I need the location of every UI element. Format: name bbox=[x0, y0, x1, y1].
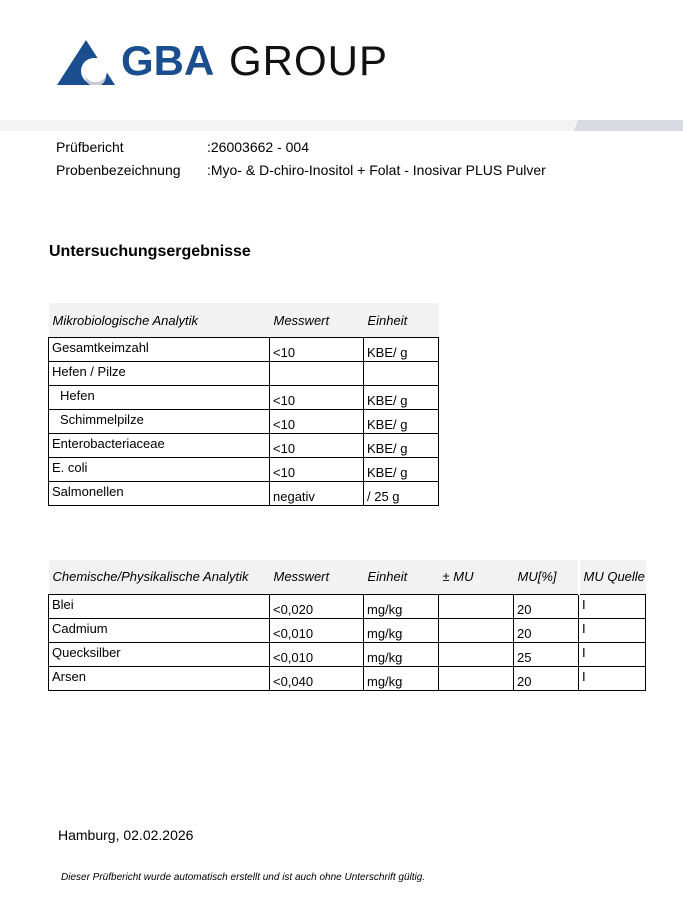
separator: : bbox=[207, 139, 211, 155]
header-band bbox=[0, 120, 580, 131]
unit: KBE/ g bbox=[364, 434, 439, 458]
unit: KBE/ g bbox=[364, 410, 439, 434]
chemical-results-table bbox=[48, 560, 646, 691]
sample-name-label: Probenbezeichnung bbox=[56, 162, 181, 178]
unit bbox=[364, 362, 439, 386]
unit: / 25 g bbox=[364, 482, 439, 506]
unit: KBE/ g bbox=[364, 458, 439, 482]
report-number-label: Prüfbericht bbox=[56, 139, 124, 155]
report-number-row bbox=[56, 139, 309, 155]
analysis-name: Quecksilber bbox=[49, 643, 270, 667]
column-header-analysis: Chemische/Physikalische Analytik bbox=[49, 560, 270, 595]
measured-value: negativ bbox=[270, 482, 364, 506]
table-row bbox=[49, 410, 439, 434]
measured-value: <0,010 bbox=[270, 619, 364, 643]
sample-name-row bbox=[56, 162, 546, 178]
analysis-name: Schimmelpilze bbox=[49, 410, 270, 434]
validity-note: Dieser Prüfbericht wurde automatisch erstellt und ist auch ohne Unterschrift gültig. bbox=[61, 872, 426, 883]
measured-value: <0,040 bbox=[270, 667, 364, 691]
table-row bbox=[49, 595, 646, 619]
mu-percent: 20 bbox=[514, 619, 579, 643]
table-row bbox=[49, 386, 439, 410]
sample-name-value: Myo- & D-chiro-Inositol + Folat - Inosivar PLUS Pulver bbox=[210, 162, 546, 178]
column-header-unit: Einheit bbox=[364, 303, 439, 338]
mu-source: I bbox=[579, 643, 646, 667]
column-header-mu-percent: MU[%] bbox=[514, 560, 579, 595]
report-number-value: 26003662 - 004 bbox=[210, 139, 309, 155]
mu-value bbox=[439, 595, 514, 619]
analysis-name: Hefen bbox=[49, 386, 270, 410]
analysis-name: Blei bbox=[49, 595, 270, 619]
table-header-row bbox=[49, 303, 439, 338]
mu-source: I bbox=[579, 595, 646, 619]
unit: mg/kg bbox=[364, 643, 439, 667]
mu-percent: 20 bbox=[514, 595, 579, 619]
mu-percent: 25 bbox=[514, 643, 579, 667]
table-header-row bbox=[49, 560, 646, 595]
mu-value bbox=[439, 643, 514, 667]
column-header-value: Messwert bbox=[270, 303, 364, 338]
analysis-name: Salmonellen bbox=[49, 482, 270, 506]
measured-value: <10 bbox=[270, 410, 364, 434]
measured-value: <10 bbox=[270, 434, 364, 458]
mu-source: I bbox=[579, 667, 646, 691]
measured-value: <0,020 bbox=[270, 595, 364, 619]
unit: KBE/ g bbox=[364, 386, 439, 410]
table-row bbox=[49, 434, 439, 458]
logo-text-group: GROUP bbox=[229, 37, 389, 84]
analysis-name: Enterobacteriaceae bbox=[49, 434, 270, 458]
measured-value: <0,010 bbox=[270, 643, 364, 667]
gba-triangle-logo-icon bbox=[57, 40, 115, 85]
measured-value bbox=[270, 362, 364, 386]
column-header-mu-source: MU Quelle bbox=[579, 560, 646, 595]
analysis-name: Gesamtkeimzahl bbox=[49, 338, 270, 362]
measured-value: <10 bbox=[270, 338, 364, 362]
table-row bbox=[49, 619, 646, 643]
logo-text-gba: GBA bbox=[121, 37, 215, 84]
separator: : bbox=[207, 162, 211, 178]
column-header-value: Messwert bbox=[270, 560, 364, 595]
mu-source: I bbox=[579, 619, 646, 643]
mu-percent: 20 bbox=[514, 667, 579, 691]
analysis-name: E. coli bbox=[49, 458, 270, 482]
header-band-accent bbox=[574, 120, 683, 131]
table-row bbox=[49, 643, 646, 667]
measured-value: <10 bbox=[270, 386, 364, 410]
measured-value: <10 bbox=[270, 458, 364, 482]
table-row bbox=[49, 667, 646, 691]
column-header-mu: ± MU bbox=[439, 560, 514, 595]
mu-value bbox=[439, 667, 514, 691]
analysis-name: Hefen / Pilze bbox=[49, 362, 270, 386]
table-row bbox=[49, 458, 439, 482]
unit: mg/kg bbox=[364, 619, 439, 643]
analysis-name: Cadmium bbox=[49, 619, 270, 643]
table-row bbox=[49, 482, 439, 506]
unit: mg/kg bbox=[364, 595, 439, 619]
column-header-analysis: Mikrobiologische Analytik bbox=[49, 303, 270, 338]
table-row bbox=[49, 362, 439, 386]
column-header-unit: Einheit bbox=[364, 560, 439, 595]
table-row bbox=[49, 338, 439, 362]
place-and-date: Hamburg, 02.02.2026 bbox=[58, 827, 194, 843]
unit: mg/kg bbox=[364, 667, 439, 691]
mu-value bbox=[439, 619, 514, 643]
unit: KBE/ g bbox=[364, 338, 439, 362]
analysis-name: Arsen bbox=[49, 667, 270, 691]
section-title: Untersuchungsergebnisse bbox=[49, 243, 251, 260]
microbiology-results-table bbox=[48, 303, 439, 506]
